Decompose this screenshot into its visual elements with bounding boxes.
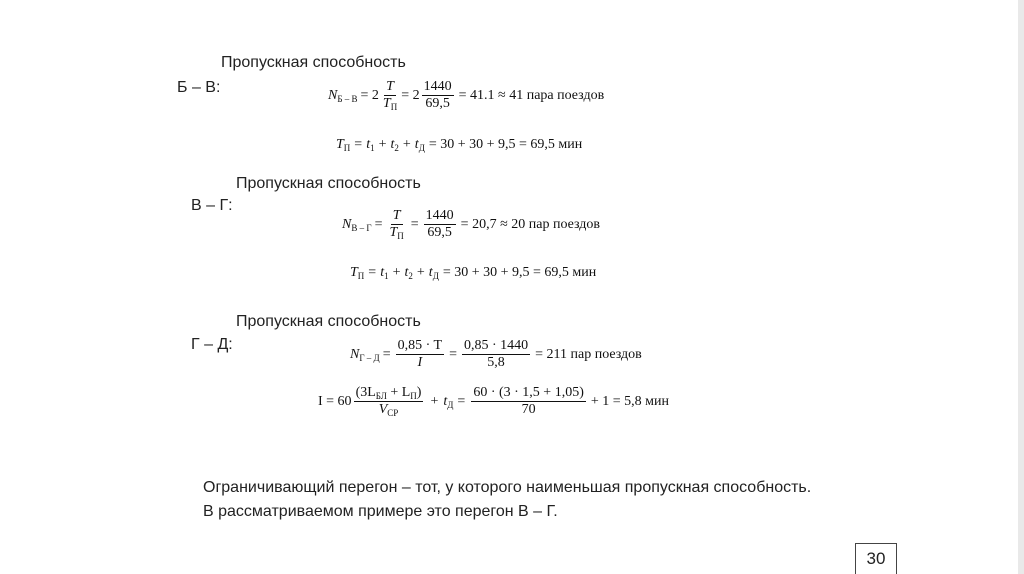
conclusion-text: Ограничивающий перегон – тот, у которого наименьшая пропускная способность. В рассматриваемом примере это перегон В – Г. bbox=[203, 479, 812, 520]
section1-cycle-time-formula: $T_П$ = $t_1$ + $t_2$ + $t_Д$ = 30 + 30 + 9,5 = 69,5 мин bbox=[336, 137, 583, 153]
section2-segment-label: В – Г: bbox=[191, 197, 233, 214]
section3-interval-formula: I = 60 $\frac{(3L_{БЛ} + L_П)}{V_{СР}}$ + $t_Д$ = $\frac{60 \cdot (3 \cdot 1,5 + 1,05)}{70}$ + 1 = 5,8 мин bbox=[318, 385, 669, 418]
section3-throughput-formula: $N_{Г - Д}$ = $\frac{0,85 \cdot T}{I}$ = $\frac{0,85 \cdot 1440}{5,8}$ = 211 пар поездов bbox=[350, 338, 642, 370]
section1-segment-label: Б – В: bbox=[177, 79, 221, 96]
slide-right-edge bbox=[1018, 0, 1024, 574]
section2-title: Пропускная способность bbox=[236, 175, 421, 192]
page-number: 30 bbox=[855, 543, 897, 574]
section2-cycle-time-formula: $T_П$ = $t_1$ + $t_2$ + $t_Д$ = 30 + 30 + 9,5 = 69,5 мин bbox=[350, 265, 597, 281]
section3-title: Пропускная способность bbox=[236, 313, 421, 330]
section2-throughput-formula: $N_{В - Г}$ = $\frac{T}{T_П}$ = $\frac{1440}{69,5}$ = 20,7 ≈ 20 пар поездов bbox=[342, 208, 601, 241]
section3-segment-label: Г – Д: bbox=[191, 336, 233, 353]
section1-throughput-formula: $N_{Б - В}$ = 2 $\frac{T}{T_П}$ = 2 $\frac{1440}{69,5}$ = 41.1 ≈ 41 пара поездов bbox=[328, 79, 605, 112]
section1-title: Пропускная способность bbox=[221, 54, 406, 71]
